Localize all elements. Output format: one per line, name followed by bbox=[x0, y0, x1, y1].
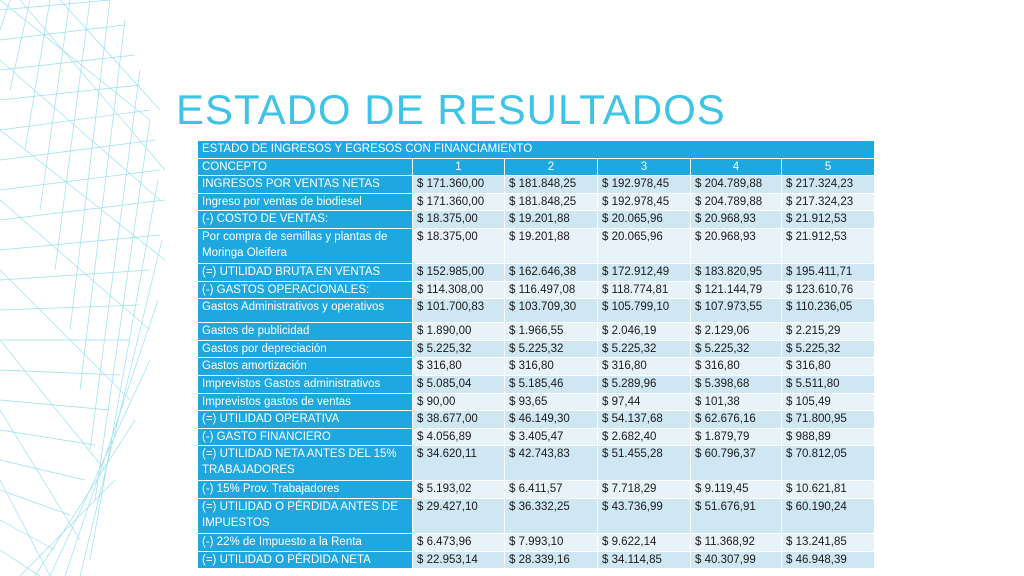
value-cell: $ 20.968,93 bbox=[691, 211, 782, 229]
value-cell: $ 101,38 bbox=[691, 393, 782, 411]
value-cell: $ 2.129,06 bbox=[691, 323, 782, 341]
table-row bbox=[198, 299, 875, 323]
row-label: (-) COSTO DE VENTAS: bbox=[198, 211, 413, 229]
value-cell: $ 90,00 bbox=[413, 393, 505, 411]
table-row bbox=[198, 498, 875, 533]
value-cell: $ 54.137,68 bbox=[598, 411, 691, 429]
value-cell: $ 123.610,76 bbox=[782, 281, 875, 299]
row-label: (-) GASTO FINANCIERO bbox=[198, 428, 413, 446]
value-cell: $ 5.225,32 bbox=[782, 340, 875, 358]
value-cell: $ 22.953,14 bbox=[413, 551, 505, 569]
value-cell: $ 71.800,95 bbox=[782, 411, 875, 429]
value-cell: $ 60.190,24 bbox=[782, 498, 875, 533]
value-cell: $ 46.149,30 bbox=[505, 411, 598, 429]
value-cell: $ 18.375,00 bbox=[413, 211, 505, 229]
value-cell: $ 6.473,96 bbox=[413, 533, 505, 551]
value-cell: $ 1.966,55 bbox=[505, 323, 598, 341]
value-cell: $ 36.332,25 bbox=[505, 498, 598, 533]
value-cell: $ 5.185,46 bbox=[505, 375, 598, 393]
value-cell: $ 2.682,40 bbox=[598, 428, 691, 446]
value-cell: $ 62.676,16 bbox=[691, 411, 782, 429]
value-cell: $ 9.622,14 bbox=[598, 533, 691, 551]
value-cell: $ 5.225,32 bbox=[598, 340, 691, 358]
value-cell: $ 5.085,04 bbox=[413, 375, 505, 393]
value-cell: $ 6.411,57 bbox=[505, 481, 598, 499]
value-cell: $ 34.114,85 bbox=[598, 551, 691, 569]
table-row bbox=[198, 263, 875, 281]
value-cell: $ 38.677,00 bbox=[413, 411, 505, 429]
value-cell: $ 183.820,95 bbox=[691, 263, 782, 281]
value-cell: $ 18.375,00 bbox=[413, 228, 505, 263]
decorative-wireframe-graphic bbox=[0, 0, 170, 576]
table-row bbox=[198, 446, 875, 481]
value-cell: $ 101.700,83 bbox=[413, 299, 505, 323]
row-label: (=) UTILIDAD OPERATIVA bbox=[198, 411, 413, 429]
value-cell: $ 118.774,81 bbox=[598, 281, 691, 299]
value-cell: $ 42.743,83 bbox=[505, 446, 598, 481]
row-label: Gastos amortización bbox=[198, 358, 413, 376]
value-cell: $ 172.912,49 bbox=[598, 263, 691, 281]
header-cell: 3 bbox=[598, 158, 691, 176]
value-cell: $ 181.848,25 bbox=[505, 176, 598, 194]
row-label: Imprevistos gastos de ventas bbox=[198, 393, 413, 411]
table-row bbox=[198, 411, 875, 429]
value-cell: $ 316,80 bbox=[691, 358, 782, 376]
row-label: (=) UTILIDAD O PÉRDIDA NETA bbox=[198, 551, 413, 569]
value-cell: $ 51.455,28 bbox=[598, 446, 691, 481]
row-label: Gastos de publicidad bbox=[198, 323, 413, 341]
value-cell: $ 7.993,10 bbox=[505, 533, 598, 551]
value-cell: $ 4.056,89 bbox=[413, 428, 505, 446]
value-cell: $ 19.201,88 bbox=[505, 211, 598, 229]
value-cell: $ 5.398,68 bbox=[691, 375, 782, 393]
value-cell: $ 43.736,99 bbox=[598, 498, 691, 533]
value-cell: $ 152.985,00 bbox=[413, 263, 505, 281]
value-cell: $ 13.241,85 bbox=[782, 533, 875, 551]
row-label: (-) 15% Prov. Trabajadores bbox=[198, 481, 413, 499]
table-row bbox=[198, 228, 875, 263]
value-cell: $ 40.307,99 bbox=[691, 551, 782, 569]
value-cell: $ 171.360,00 bbox=[413, 193, 505, 211]
value-cell: $ 181.848,25 bbox=[505, 193, 598, 211]
table-row bbox=[198, 533, 875, 551]
value-cell: $ 21.912,53 bbox=[782, 211, 875, 229]
value-cell: $ 11.368,92 bbox=[691, 533, 782, 551]
value-cell: $ 51.676,91 bbox=[691, 498, 782, 533]
header-cell: 2 bbox=[505, 158, 598, 176]
row-label: INGRESOS POR VENTAS NETAS bbox=[198, 176, 413, 194]
table-row bbox=[198, 281, 875, 299]
value-cell: $ 7.718,29 bbox=[598, 481, 691, 499]
row-label: (-) 22% de Impuesto a la Renta bbox=[198, 533, 413, 551]
value-cell: $ 316,80 bbox=[505, 358, 598, 376]
value-cell: $ 107.973,55 bbox=[691, 299, 782, 323]
value-cell: $ 5.225,32 bbox=[691, 340, 782, 358]
row-label: Por compra de semillas y plantas de Moringa Oleifera bbox=[198, 228, 413, 263]
value-cell: $ 46.948,39 bbox=[782, 551, 875, 569]
value-cell: $ 2.215,29 bbox=[782, 323, 875, 341]
header-cell: CONCEPTO bbox=[198, 158, 413, 176]
slide-title: ESTADO DE RESULTADOS bbox=[176, 86, 726, 133]
table-row bbox=[198, 193, 875, 211]
value-cell: $ 121.144,79 bbox=[691, 281, 782, 299]
value-cell: $ 1.890,00 bbox=[413, 323, 505, 341]
value-cell: $ 171.360,00 bbox=[413, 176, 505, 194]
value-cell: $ 204.789,88 bbox=[691, 193, 782, 211]
table-row bbox=[198, 551, 875, 569]
income-statement-table bbox=[197, 140, 875, 569]
value-cell: $ 114.308,00 bbox=[413, 281, 505, 299]
value-cell: $ 110.236,05 bbox=[782, 299, 875, 323]
table-row bbox=[198, 393, 875, 411]
value-cell: $ 19.201,88 bbox=[505, 228, 598, 263]
value-cell: $ 20.065,96 bbox=[598, 211, 691, 229]
value-cell: $ 34.620,11 bbox=[413, 446, 505, 481]
header-cell: 1 bbox=[413, 158, 505, 176]
value-cell: $ 1.879,79 bbox=[691, 428, 782, 446]
value-cell: $ 70.812,05 bbox=[782, 446, 875, 481]
row-label: Imprevistos Gastos administrativos bbox=[198, 375, 413, 393]
value-cell: $ 3.405,47 bbox=[505, 428, 598, 446]
table-row bbox=[198, 323, 875, 341]
value-cell: $ 988,89 bbox=[782, 428, 875, 446]
header-cell: 5 bbox=[782, 158, 875, 176]
value-cell: $ 162.646,38 bbox=[505, 263, 598, 281]
row-label: (=) UTILIDAD NETA ANTES DEL 15% TRABAJADORES bbox=[198, 446, 413, 481]
value-cell: $ 29.427,10 bbox=[413, 498, 505, 533]
row-label: Gastos por depreciación bbox=[198, 340, 413, 358]
value-cell: $ 9.119,45 bbox=[691, 481, 782, 499]
table-row bbox=[198, 176, 875, 194]
table-header-row bbox=[198, 158, 875, 176]
table-row bbox=[198, 375, 875, 393]
value-cell: $ 2.046,19 bbox=[598, 323, 691, 341]
value-cell: $ 21.912,53 bbox=[782, 228, 875, 263]
value-cell: $ 204.789,88 bbox=[691, 176, 782, 194]
header-cell: 4 bbox=[691, 158, 782, 176]
row-label: (=) UTILIDAD BRUTA EN VENTAS bbox=[198, 263, 413, 281]
value-cell: $ 60.796,37 bbox=[691, 446, 782, 481]
value-cell: $ 217.324,23 bbox=[782, 176, 875, 194]
value-cell: $ 105.799,10 bbox=[598, 299, 691, 323]
table-row bbox=[198, 358, 875, 376]
value-cell: $ 217.324,23 bbox=[782, 193, 875, 211]
value-cell: $ 5.225,32 bbox=[413, 340, 505, 358]
value-cell: $ 97,44 bbox=[598, 393, 691, 411]
value-cell: $ 316,80 bbox=[782, 358, 875, 376]
value-cell: $ 103.709,30 bbox=[505, 299, 598, 323]
value-cell: $ 20.968,93 bbox=[691, 228, 782, 263]
value-cell: $ 105,49 bbox=[782, 393, 875, 411]
value-cell: $ 93,65 bbox=[505, 393, 598, 411]
value-cell: $ 316,80 bbox=[413, 358, 505, 376]
value-cell: $ 5.289,96 bbox=[598, 375, 691, 393]
value-cell: $ 10.621,81 bbox=[782, 481, 875, 499]
value-cell: $ 116.497,08 bbox=[505, 281, 598, 299]
table-row bbox=[198, 211, 875, 229]
value-cell: $ 5.511,80 bbox=[782, 375, 875, 393]
value-cell: $ 5.225,32 bbox=[505, 340, 598, 358]
value-cell: $ 192.978,45 bbox=[598, 193, 691, 211]
row-label: Gastos Administrativos y operativos bbox=[198, 299, 413, 323]
row-label: (=) UTILIDAD O PÉRDIDA ANTES DE IMPUESTOS bbox=[198, 498, 413, 533]
row-label: (-) GASTOS OPERACIONALES: bbox=[198, 281, 413, 299]
value-cell: $ 195.411,71 bbox=[782, 263, 875, 281]
table-row bbox=[198, 481, 875, 499]
value-cell: $ 316,80 bbox=[598, 358, 691, 376]
value-cell: $ 28.339,16 bbox=[505, 551, 598, 569]
value-cell: $ 20.065,96 bbox=[598, 228, 691, 263]
table-caption: ESTADO DE INGRESOS Y EGRESOS CON FINANCIAMIENTO bbox=[198, 141, 875, 159]
value-cell: $ 5.193,02 bbox=[413, 481, 505, 499]
table-row bbox=[198, 340, 875, 358]
value-cell: $ 192.978,45 bbox=[598, 176, 691, 194]
table-row bbox=[198, 428, 875, 446]
row-label: Ingreso por ventas de biodiesel bbox=[198, 193, 413, 211]
